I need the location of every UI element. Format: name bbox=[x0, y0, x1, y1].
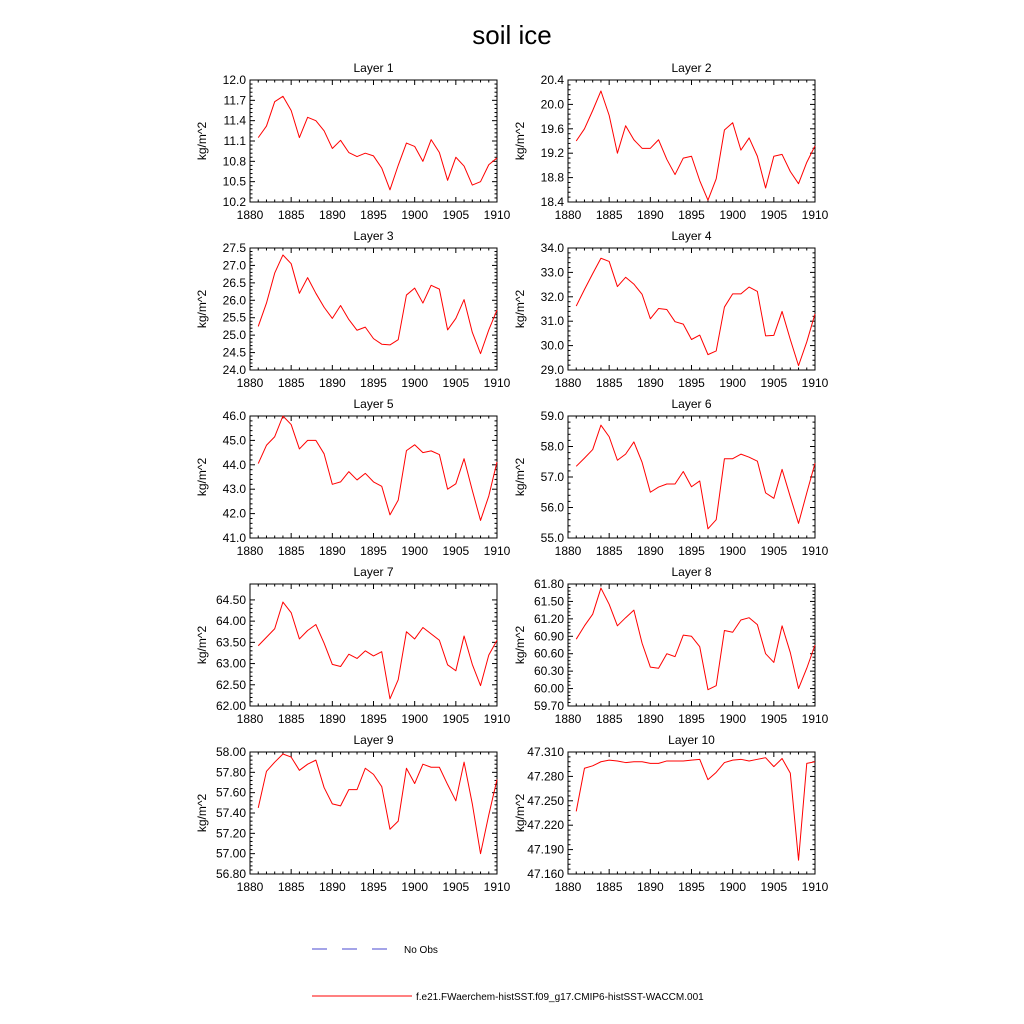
y-tick-label: 18.4 bbox=[540, 195, 564, 209]
y-tick-label: 56.80 bbox=[215, 867, 246, 881]
y-tick-label: 59.0 bbox=[540, 409, 564, 423]
x-tick-label: 1895 bbox=[360, 544, 387, 558]
panel-title: Layer 9 bbox=[353, 733, 394, 747]
y-tick-label: 10.2 bbox=[222, 195, 246, 209]
panel-layer-9 bbox=[195, 733, 511, 894]
x-tick-label: 1885 bbox=[277, 376, 305, 390]
series-line bbox=[576, 758, 815, 860]
panel-layer-8 bbox=[513, 565, 829, 726]
x-tick-label: 1885 bbox=[595, 712, 623, 726]
x-tick-label: 1880 bbox=[554, 880, 582, 894]
x-tick-label: 1895 bbox=[360, 376, 387, 390]
x-tick-label: 1905 bbox=[760, 376, 788, 390]
y-tick-label: 47.160 bbox=[527, 867, 564, 881]
series-line bbox=[258, 96, 497, 190]
x-tick-label: 1910 bbox=[483, 208, 511, 222]
panel-title: Layer 8 bbox=[671, 565, 712, 579]
y-tick-label: 26.5 bbox=[222, 275, 246, 290]
panel-layer-2 bbox=[513, 61, 829, 222]
plot-frame bbox=[250, 584, 497, 706]
y-tick-label: 63.00 bbox=[215, 656, 246, 671]
y-tick-label: 10.8 bbox=[222, 154, 246, 169]
y-tick-label: 63.50 bbox=[215, 635, 246, 650]
x-tick-label: 1910 bbox=[483, 544, 511, 558]
panel-layer-10 bbox=[513, 733, 829, 894]
y-tick-label: 19.2 bbox=[540, 146, 564, 161]
y-tick-label: 57.40 bbox=[215, 806, 246, 820]
x-tick-label: 1880 bbox=[554, 208, 582, 222]
y-tick-label: 19.6 bbox=[540, 121, 564, 136]
x-tick-label: 1910 bbox=[801, 544, 829, 558]
x-tick-label: 1910 bbox=[801, 208, 829, 222]
x-tick-label: 1890 bbox=[636, 376, 664, 390]
y-tick-label: 57.00 bbox=[215, 846, 246, 861]
series-line bbox=[576, 588, 815, 690]
y-tick-label: 46.0 bbox=[222, 409, 246, 423]
y-tick-label: 62.50 bbox=[215, 677, 246, 692]
x-tick-label: 1885 bbox=[277, 712, 305, 726]
series-line bbox=[576, 91, 815, 200]
plot-frame bbox=[568, 248, 815, 370]
panel-title: Layer 5 bbox=[353, 397, 394, 411]
series-line bbox=[258, 602, 497, 699]
y-tick-label: 12.0 bbox=[222, 73, 246, 87]
y-tick-label: 61.80 bbox=[533, 577, 564, 591]
x-tick-label: 1885 bbox=[595, 208, 623, 222]
panel-layer-6 bbox=[513, 397, 829, 558]
y-tick-label: 47.280 bbox=[527, 769, 564, 784]
x-tick-label: 1905 bbox=[760, 712, 788, 726]
y-tick-label: 61.20 bbox=[533, 611, 564, 626]
x-tick-label: 1890 bbox=[636, 544, 664, 558]
x-tick-label: 1900 bbox=[401, 880, 429, 894]
y-tick-label: 20.0 bbox=[540, 97, 564, 112]
y-tick-label: 20.4 bbox=[540, 73, 564, 87]
panel-layer-1 bbox=[195, 61, 511, 222]
x-tick-label: 1895 bbox=[678, 376, 705, 390]
y-tick-label: 64.50 bbox=[215, 592, 246, 607]
panel-layer-5 bbox=[195, 397, 511, 558]
x-tick-label: 1890 bbox=[318, 544, 346, 558]
y-tick-label: 44.0 bbox=[222, 457, 246, 472]
x-tick-label: 1910 bbox=[483, 376, 511, 390]
y-tick-label: 24.5 bbox=[222, 345, 246, 360]
y-tick-label: 33.0 bbox=[540, 265, 564, 280]
x-tick-label: 1890 bbox=[636, 712, 664, 726]
y-tick-label: 11.4 bbox=[223, 113, 246, 128]
panel-title: Layer 1 bbox=[353, 61, 394, 75]
y-tick-label: 31.0 bbox=[540, 314, 564, 329]
y-tick-label: 57.60 bbox=[215, 785, 246, 800]
x-tick-label: 1905 bbox=[442, 208, 470, 222]
y-tick-label: 11.1 bbox=[223, 134, 246, 148]
x-tick-label: 1880 bbox=[236, 880, 264, 894]
x-tick-label: 1890 bbox=[636, 880, 664, 894]
y-axis-label: kg/m^2 bbox=[513, 457, 527, 497]
legend bbox=[312, 945, 704, 1003]
y-tick-label: 10.5 bbox=[222, 174, 246, 189]
series-line bbox=[576, 258, 815, 365]
y-tick-label: 56.0 bbox=[540, 500, 564, 515]
plot-frame bbox=[250, 752, 497, 874]
y-tick-label: 29.0 bbox=[540, 363, 564, 377]
y-tick-label: 60.00 bbox=[533, 681, 564, 696]
x-tick-label: 1895 bbox=[678, 880, 705, 894]
figure-title: soil ice bbox=[472, 20, 552, 50]
legend-label-model: f.e21.FWaerchem-histSST.f09_g17.CMIP6-histSST-WACCM.001 bbox=[416, 992, 704, 1003]
y-tick-label: 57.20 bbox=[215, 826, 246, 841]
x-tick-label: 1880 bbox=[554, 544, 582, 558]
legend-label-no-obs: No Obs bbox=[404, 945, 438, 956]
x-tick-label: 1905 bbox=[442, 376, 470, 390]
x-tick-label: 1905 bbox=[442, 880, 470, 894]
y-tick-label: 47.250 bbox=[527, 793, 564, 808]
x-tick-label: 1910 bbox=[801, 712, 829, 726]
x-tick-label: 1885 bbox=[277, 880, 305, 894]
panel-layer-3 bbox=[195, 229, 511, 390]
y-tick-label: 55.0 bbox=[540, 531, 564, 545]
y-axis-label: kg/m^2 bbox=[513, 121, 527, 161]
x-tick-label: 1885 bbox=[277, 544, 305, 558]
y-tick-label: 30.0 bbox=[540, 338, 564, 353]
y-tick-label: 34.0 bbox=[540, 241, 564, 255]
y-tick-label: 45.0 bbox=[222, 433, 246, 448]
x-tick-label: 1880 bbox=[236, 208, 264, 222]
y-tick-label: 26.0 bbox=[222, 293, 246, 308]
x-tick-label: 1885 bbox=[595, 544, 623, 558]
y-tick-label: 24.0 bbox=[222, 363, 246, 377]
y-tick-label: 60.30 bbox=[533, 664, 564, 679]
panel-title: Layer 6 bbox=[671, 397, 712, 411]
x-tick-label: 1900 bbox=[719, 880, 747, 894]
y-axis-label: kg/m^2 bbox=[195, 625, 209, 665]
x-tick-label: 1895 bbox=[360, 880, 387, 894]
x-tick-label: 1900 bbox=[719, 712, 747, 726]
x-tick-label: 1900 bbox=[401, 208, 429, 222]
x-tick-label: 1900 bbox=[719, 208, 747, 222]
panel-title: Layer 4 bbox=[671, 229, 712, 243]
y-tick-label: 47.220 bbox=[527, 818, 564, 833]
y-axis-label: kg/m^2 bbox=[195, 121, 209, 161]
y-tick-label: 11.7 bbox=[223, 93, 246, 108]
panel-grid bbox=[195, 61, 829, 894]
y-tick-label: 57.0 bbox=[540, 470, 564, 484]
x-tick-label: 1880 bbox=[554, 376, 582, 390]
x-tick-label: 1880 bbox=[236, 376, 264, 390]
y-axis-label: kg/m^2 bbox=[513, 289, 527, 329]
y-tick-label: 61.50 bbox=[533, 594, 564, 609]
x-tick-label: 1890 bbox=[636, 208, 664, 222]
y-axis-label: kg/m^2 bbox=[195, 457, 209, 497]
x-tick-label: 1885 bbox=[595, 880, 623, 894]
x-tick-label: 1895 bbox=[678, 544, 705, 558]
x-tick-label: 1880 bbox=[236, 544, 264, 558]
y-tick-label: 60.90 bbox=[533, 629, 564, 644]
x-tick-label: 1905 bbox=[442, 544, 470, 558]
panel-title: Layer 10 bbox=[668, 733, 715, 747]
y-tick-label: 18.8 bbox=[540, 170, 564, 185]
x-tick-label: 1905 bbox=[442, 712, 470, 726]
plot-frame bbox=[568, 416, 815, 538]
plot-frame bbox=[568, 80, 815, 202]
x-tick-label: 1910 bbox=[483, 712, 511, 726]
y-tick-label: 62.00 bbox=[215, 699, 246, 713]
x-tick-label: 1900 bbox=[719, 544, 747, 558]
x-tick-label: 1900 bbox=[719, 376, 747, 390]
x-tick-label: 1885 bbox=[277, 208, 305, 222]
x-tick-label: 1885 bbox=[595, 376, 623, 390]
y-tick-label: 58.00 bbox=[215, 745, 246, 759]
y-tick-label: 27.5 bbox=[222, 241, 246, 255]
x-tick-label: 1880 bbox=[236, 712, 264, 726]
x-tick-label: 1895 bbox=[678, 208, 705, 222]
series-line bbox=[576, 425, 815, 529]
series-line bbox=[258, 255, 497, 354]
x-tick-label: 1905 bbox=[760, 544, 788, 558]
y-tick-label: 32.0 bbox=[540, 289, 564, 304]
plot-frame bbox=[250, 416, 497, 538]
panel-title: Layer 2 bbox=[671, 61, 712, 75]
panel-title: Layer 3 bbox=[353, 229, 394, 243]
series-line bbox=[258, 416, 497, 520]
panel-layer-7 bbox=[195, 565, 511, 726]
y-axis-label: kg/m^2 bbox=[195, 289, 209, 329]
y-tick-label: 58.0 bbox=[540, 439, 564, 454]
y-tick-label: 27.0 bbox=[222, 258, 246, 273]
y-tick-label: 42.0 bbox=[222, 506, 246, 521]
plot-frame bbox=[250, 80, 497, 202]
x-tick-label: 1890 bbox=[318, 208, 346, 222]
y-tick-label: 47.190 bbox=[527, 842, 564, 857]
plot-frame bbox=[568, 752, 815, 874]
y-tick-label: 43.0 bbox=[222, 482, 246, 497]
y-tick-label: 60.60 bbox=[533, 646, 564, 661]
x-tick-label: 1880 bbox=[554, 712, 582, 726]
x-tick-label: 1900 bbox=[401, 376, 429, 390]
x-tick-label: 1895 bbox=[678, 712, 705, 726]
x-tick-label: 1905 bbox=[760, 208, 788, 222]
y-axis-label: kg/m^2 bbox=[195, 793, 209, 833]
y-tick-label: 57.80 bbox=[215, 765, 246, 780]
y-axis-label: kg/m^2 bbox=[513, 625, 527, 665]
y-tick-label: 25.0 bbox=[222, 328, 246, 343]
x-tick-label: 1910 bbox=[483, 880, 511, 894]
x-tick-label: 1890 bbox=[318, 376, 346, 390]
x-tick-label: 1895 bbox=[360, 712, 387, 726]
y-tick-label: 59.70 bbox=[533, 699, 564, 713]
y-tick-label: 25.5 bbox=[222, 310, 246, 325]
x-tick-label: 1910 bbox=[801, 880, 829, 894]
x-tick-label: 1905 bbox=[760, 880, 788, 894]
y-axis-label: kg/m^2 bbox=[513, 793, 527, 833]
x-tick-label: 1890 bbox=[318, 712, 346, 726]
series-line bbox=[258, 754, 497, 854]
panel-title: Layer 7 bbox=[353, 565, 394, 579]
x-tick-label: 1900 bbox=[401, 544, 429, 558]
panel-layer-4 bbox=[513, 229, 829, 390]
x-tick-label: 1895 bbox=[360, 208, 387, 222]
y-tick-label: 47.310 bbox=[527, 745, 564, 759]
y-tick-label: 41.0 bbox=[222, 531, 246, 545]
y-tick-label: 64.00 bbox=[215, 614, 246, 629]
x-tick-label: 1910 bbox=[801, 376, 829, 390]
x-tick-label: 1890 bbox=[318, 880, 346, 894]
x-tick-label: 1900 bbox=[401, 712, 429, 726]
